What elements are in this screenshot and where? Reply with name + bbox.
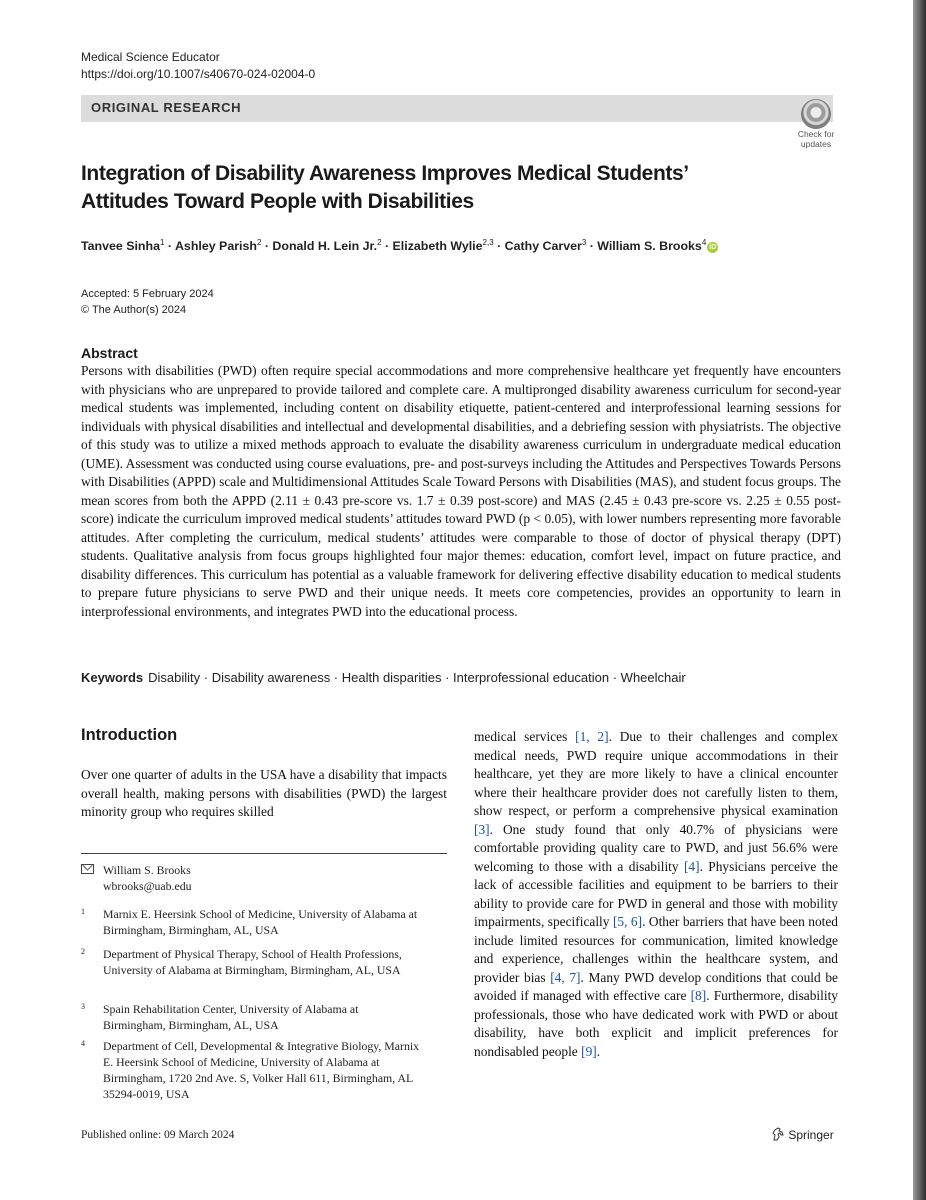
author-separator: · — [381, 239, 393, 254]
author-separator: · — [261, 239, 273, 254]
affiliation-mark: 2 — [256, 238, 262, 247]
author-name[interactable]: Elizabeth Wylie — [392, 239, 483, 254]
check-updates-icon — [801, 99, 831, 129]
text-run: . Physicians perceive the lack of accessible facilities and equipment to be barriers to their ability to provide care for PWD in general and those with mobility impairments, specifically — [474, 858, 838, 929]
section-label: ORIGINAL RESEARCH — [91, 100, 242, 115]
affiliation-mark: 2,3 — [482, 238, 494, 247]
published-online: Published online: 09 March 2024 — [81, 1129, 235, 1141]
affiliation-mark: 1 — [159, 238, 165, 247]
footnote-divider — [81, 853, 447, 854]
keywords-line — [81, 670, 686, 685]
citation-link[interactable]: [1, 2] — [575, 729, 609, 744]
publisher-name: Springer — [788, 1128, 834, 1142]
keywords-label: Keywords — [81, 670, 144, 685]
author-separator: · — [493, 239, 505, 254]
introduction-heading: Introduction — [81, 726, 178, 744]
copyright-line: © The Author(s) 2024 — [81, 304, 187, 316]
author-name[interactable]: William S. Brooks — [597, 239, 702, 254]
introduction-left-text: Over one quarter of adults in the USA have a disability that impacts overall health, making persons with disabilities (PWD) the largest minority group who requires skilled — [81, 767, 447, 819]
article-title — [81, 160, 801, 216]
citation-link[interactable]: [4] — [683, 858, 700, 874]
citation-link[interactable]: [9] — [581, 1043, 597, 1059]
citation-link[interactable]: [4, 7] — [550, 969, 581, 985]
section-band — [81, 95, 833, 122]
springer-horse-icon — [771, 1127, 785, 1141]
check-updates-badge[interactable] — [793, 99, 839, 147]
journal-name: Medical Science Educator — [81, 50, 220, 64]
viewer-edge — [913, 0, 926, 1200]
publisher-logo — [771, 1127, 834, 1142]
text-run: . Furthermore, disability professionals, those who have dedicated work with PWD or about disability, have both explicit and implicit preferences for nondisabled people — [474, 988, 839, 1059]
abstract-heading: Abstract — [81, 345, 138, 361]
affiliation-text: Department of Cell, Developmental & Integrative Biology, Marnix E. Heersink School of Medicine, University of Alabama at Birmingham, 1720 2nd Ave. S, Volker Hall 611, Birmingham, AL 35294-0019, USA — [103, 1039, 420, 1101]
title-line-2: Attitudes Toward People with Disabilities — [81, 190, 474, 213]
corresponding-email[interactable]: wbrooks@uab.edu — [103, 879, 192, 893]
affiliation-text: Marnix E. Heersink School of Medicine, University of Alabama at Birmingham, Birmingham, AL, USA — [103, 907, 418, 937]
doi-link[interactable]: https://doi.org/10.1007/s40670-024-02004-0 — [81, 67, 316, 81]
affiliation-number: 1 — [81, 907, 85, 916]
author-name[interactable]: Donald H. Lein Jr. — [272, 239, 378, 254]
affiliation-number: 2 — [81, 947, 85, 956]
affiliation-text: Spain Rehabilitation Center, University of Alabama at Birmingham, Birmingham, AL, USA — [103, 1002, 359, 1032]
text-run: . Many PWD develop conditions that could be avoided if managed with effective care — [474, 969, 838, 1003]
author-separator: · — [586, 239, 598, 254]
affiliation-number: 3 — [81, 1002, 85, 1011]
abstract-text: Persons with disabilities (PWD) often require special accommodations and more comprehensive healthcare yet frequently have encounters with physicians who are unprepared to provide tailored and complete care. A multipronged disability awareness curriculum for second-year medical students was implemented, including content on disability etiquette, patient-centered and interprofessional learning sessions for individuals with physical disabilities and intellectual and developmental disabilities, and a debriefing session with physiatrists. The objective of this study was to utilize a mixed methods approach to evaluate the disability awareness curriculum in undergraduate medical education (UME). Assessment was conducted using course evaluations, pre- and post-surveys including the Attitudes and Perspectives Towards Persons with Disabilities (APPD) scale and Multidimensional Attitudes Scale Toward Persons with Disabilities (MAS), and student focus groups. The mean scores from both the APPD (2.11 ± 0.43 pre-score vs. 1.7 ± 0.39 post-score) and MAS (2.45 ± 0.43 pre-score vs. 2.25 ± 0.55 post-score) indicate the curriculum improved medical students’ attitudes toward PWD (p < 0.05), with lower numbers representing more favorable attitudes. After completing the curriculum, medical students’ attitudes were comparable to those of doctor of physical therapy (DPT) students. Qualitative analysis from focus groups highlighted four major themes: education, comfort level, impact on future practice, and disability differences. This curriculum has potential as a valuable framework for delivering effective disability education to medical students to prepare future physicians to serve PWD and their unique needs. It meets core competencies, provides an opportunity to learn in interprofessional environments, and integrates PWD into the educational process. — [81, 363, 841, 619]
introduction-right-text — [474, 728, 838, 1061]
citation-link[interactable]: [5, 6] — [612, 914, 643, 929]
keywords-list: Disability · Disability awareness · Health disparities · Interprofessional education · Wheelchair — [148, 670, 686, 685]
affiliation-mark: 2 — [377, 238, 382, 247]
corresponding-author: William S. Brooks — [103, 863, 191, 877]
orcid-icon[interactable]: iD — [709, 244, 717, 252]
author-name[interactable]: Cathy Carver — [504, 239, 582, 254]
affiliation-text: Department of Physical Therapy, School of Health Professions, University of Alabama at Birmingham, Birmingham, AL, USA — [103, 947, 402, 977]
title-line-1: Integration of Disability Awareness Improves Medical Students’ — [81, 162, 689, 185]
text-run: . One study found that only 40.7% of physicians were comfortable providing quality care to PWD, and just 56.6% were welcoming to those with a disability — [474, 821, 838, 874]
journal-header — [81, 49, 315, 83]
affiliation-mark: 4 — [701, 238, 707, 247]
text-run: . Due to their challenges and complex medical needs, PWD require unique accommodations in their healthcare, yet they are more likely to have a clinical encounter where their healthcare provider does not carefully listen to them, show respect, or perform a comprehensive physical examination — [474, 729, 838, 818]
affiliation-number: 4 — [81, 1039, 85, 1048]
envelope-icon — [81, 864, 94, 874]
author-separator: · — [164, 239, 175, 254]
citation-link[interactable]: [3] — [474, 821, 490, 837]
text-run: . Other barriers that have been noted include limited resources for communication, limited knowledge and experience, challenges within the healthcare system, and provider bias — [474, 914, 838, 985]
author-name[interactable]: Tanvee Sinha — [81, 239, 160, 254]
article-dates — [81, 286, 214, 318]
text-run: . — [596, 1043, 601, 1059]
check-updates-line2: updates — [800, 139, 832, 149]
author-name[interactable]: Ashley Parish — [174, 239, 257, 254]
accepted-date: Accepted: 5 February 2024 — [81, 288, 214, 300]
affiliation-mark: 3 — [581, 238, 587, 247]
text-run: medical services — [474, 729, 576, 744]
check-updates-line1: Check for — [797, 129, 835, 139]
author-list — [81, 238, 718, 253]
citation-link[interactable]: [8] — [690, 988, 707, 1003]
